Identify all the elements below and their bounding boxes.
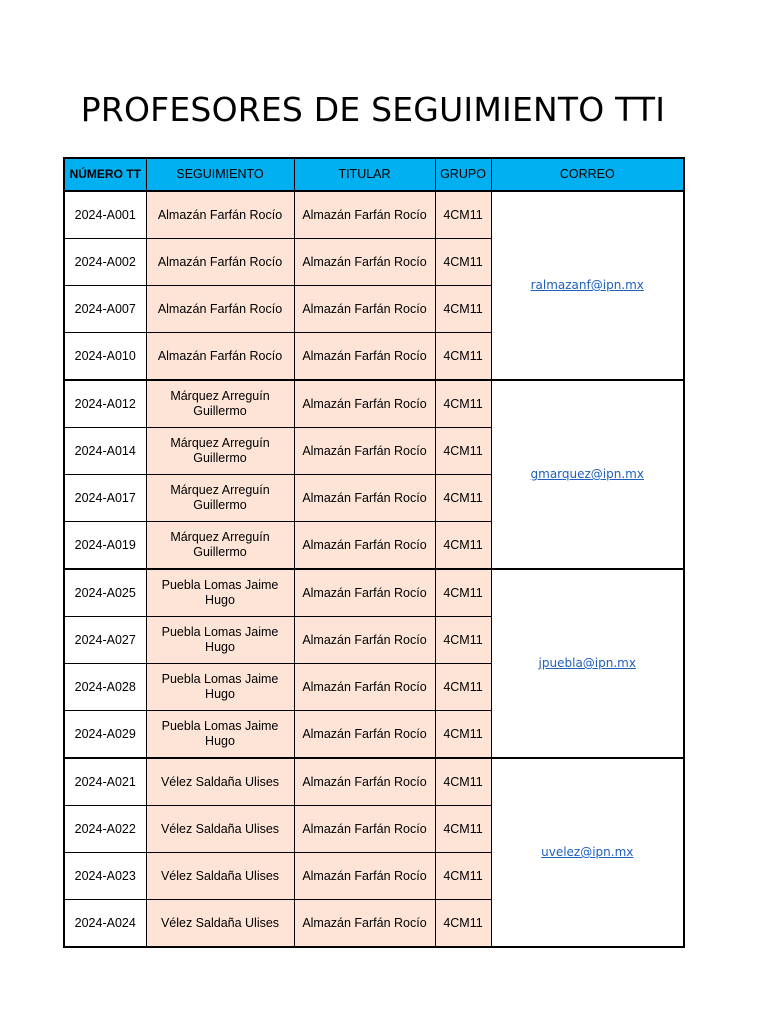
cell-seguimiento: Márquez Arreguín Guillermo	[146, 380, 294, 428]
cell-grupo: 4CM11	[435, 900, 491, 948]
cell-grupo: 4CM11	[435, 475, 491, 522]
cell-titular: Almazán Farfán Rocío	[294, 286, 435, 333]
cell-seguimiento: Puebla Lomas Jaime Hugo	[146, 569, 294, 617]
cell-grupo: 4CM11	[435, 286, 491, 333]
cell-seguimiento: Márquez Arreguín Guillermo	[146, 475, 294, 522]
cell-titular: Almazán Farfán Rocío	[294, 239, 435, 286]
column-header-numero: NÚMERO TT	[64, 158, 146, 191]
cell-seguimiento: Puebla Lomas Jaime Hugo	[146, 711, 294, 759]
cell-seguimiento: Almazán Farfán Rocío	[146, 286, 294, 333]
cell-titular: Almazán Farfán Rocío	[294, 191, 435, 239]
cell-numero: 2024-A012	[64, 380, 146, 428]
cell-grupo: 4CM11	[435, 711, 491, 759]
cell-correo	[491, 569, 684, 758]
cell-titular: Almazán Farfán Rocío	[294, 475, 435, 522]
cell-titular: Almazán Farfán Rocío	[294, 333, 435, 381]
email-link[interactable]: jpuebla@ipn.mx	[538, 656, 636, 670]
cell-numero: 2024-A019	[64, 522, 146, 570]
cell-seguimiento: Almazán Farfán Rocío	[146, 191, 294, 239]
column-header-grupo: GRUPO	[435, 158, 491, 191]
cell-titular: Almazán Farfán Rocío	[294, 711, 435, 759]
cell-numero: 2024-A028	[64, 664, 146, 711]
cell-titular: Almazán Farfán Rocío	[294, 428, 435, 475]
cell-seguimiento: Vélez Saldaña Ulises	[146, 806, 294, 853]
cell-grupo: 4CM11	[435, 239, 491, 286]
cell-numero: 2024-A001	[64, 191, 146, 239]
cell-titular: Almazán Farfán Rocío	[294, 569, 435, 617]
cell-grupo: 4CM11	[435, 806, 491, 853]
cell-titular: Almazán Farfán Rocío	[294, 380, 435, 428]
cell-grupo: 4CM11	[435, 569, 491, 617]
cell-grupo: 4CM11	[435, 333, 491, 381]
cell-seguimiento: Vélez Saldaña Ulises	[146, 900, 294, 948]
cell-correo	[491, 380, 684, 569]
column-header-titular: TITULAR	[294, 158, 435, 191]
cell-grupo: 4CM11	[435, 522, 491, 570]
cell-grupo: 4CM11	[435, 428, 491, 475]
table-row	[64, 569, 684, 617]
cell-seguimiento: Márquez Arreguín Guillermo	[146, 428, 294, 475]
cell-numero: 2024-A024	[64, 900, 146, 948]
seguimiento-table	[63, 157, 685, 948]
cell-seguimiento: Almazán Farfán Rocío	[146, 239, 294, 286]
cell-numero: 2024-A002	[64, 239, 146, 286]
cell-titular: Almazán Farfán Rocío	[294, 853, 435, 900]
cell-numero: 2024-A022	[64, 806, 146, 853]
page-title: PROFESORES DE SEGUIMIENTO TTI	[80, 90, 666, 129]
cell-titular: Almazán Farfán Rocío	[294, 758, 435, 806]
cell-numero: 2024-A023	[64, 853, 146, 900]
cell-titular: Almazán Farfán Rocío	[294, 806, 435, 853]
cell-numero: 2024-A007	[64, 286, 146, 333]
cell-grupo: 4CM11	[435, 853, 491, 900]
cell-numero: 2024-A017	[64, 475, 146, 522]
table-row	[64, 191, 684, 239]
cell-grupo: 4CM11	[435, 191, 491, 239]
cell-grupo: 4CM11	[435, 664, 491, 711]
cell-numero: 2024-A014	[64, 428, 146, 475]
table-row	[64, 758, 684, 806]
cell-grupo: 4CM11	[435, 380, 491, 428]
cell-seguimiento: Vélez Saldaña Ulises	[146, 853, 294, 900]
cell-seguimiento: Puebla Lomas Jaime Hugo	[146, 617, 294, 664]
email-link[interactable]: uvelez@ipn.mx	[541, 845, 634, 859]
cell-seguimiento: Almazán Farfán Rocío	[146, 333, 294, 381]
cell-titular: Almazán Farfán Rocío	[294, 900, 435, 948]
cell-correo	[491, 191, 684, 380]
cell-grupo: 4CM11	[435, 617, 491, 664]
cell-titular: Almazán Farfán Rocío	[294, 664, 435, 711]
cell-numero: 2024-A025	[64, 569, 146, 617]
column-header-correo: CORREO	[491, 158, 684, 191]
cell-correo	[491, 758, 684, 947]
cell-seguimiento: Puebla Lomas Jaime Hugo	[146, 664, 294, 711]
cell-numero: 2024-A021	[64, 758, 146, 806]
email-link[interactable]: ralmazanf@ipn.mx	[530, 278, 644, 292]
column-header-seguimiento: SEGUIMIENTO	[146, 158, 294, 191]
email-link[interactable]: gmarquez@ipn.mx	[530, 467, 644, 481]
cell-seguimiento: Márquez Arreguín Guillermo	[146, 522, 294, 570]
cell-numero: 2024-A027	[64, 617, 146, 664]
cell-numero: 2024-A010	[64, 333, 146, 381]
cell-grupo: 4CM11	[435, 758, 491, 806]
cell-seguimiento: Vélez Saldaña Ulises	[146, 758, 294, 806]
cell-titular: Almazán Farfán Rocío	[294, 522, 435, 570]
table-header-row	[64, 158, 684, 191]
cell-titular: Almazán Farfán Rocío	[294, 617, 435, 664]
table-row	[64, 380, 684, 428]
cell-numero: 2024-A029	[64, 711, 146, 759]
